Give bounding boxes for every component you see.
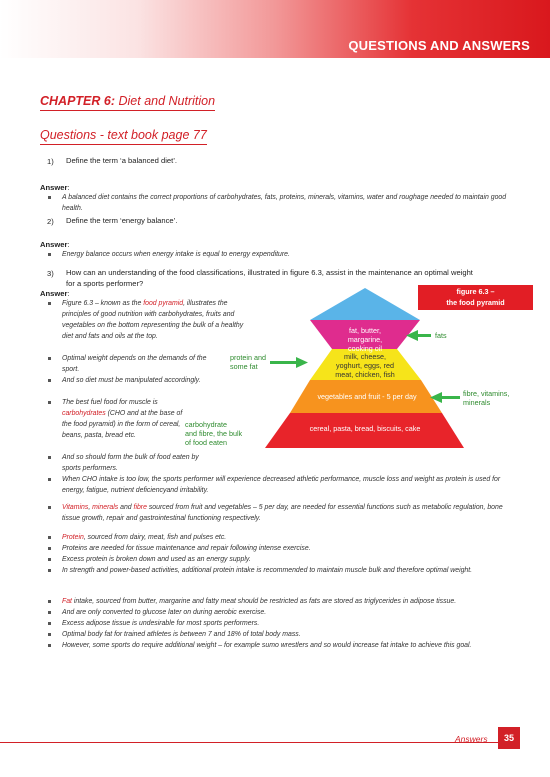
footer-rule: [0, 742, 498, 743]
tier-protein-label: milk, cheese, yoghurt, eggs, red meat, chicken, fish: [335, 352, 395, 379]
q3-bullet-8: Protein, sourced from dairy, meat, fish and pulses etc.: [62, 532, 517, 543]
q3-bullet-6: When CHO intake is too low, the sports performer will experience decreased athletic performance, muscle loss and weight as protein is used for energy, fatigue, nutrient deficiencyand irritability.: [62, 474, 517, 496]
q3-text: How can an understanding of the food classifications, illustrated in figure 6.3, assist in the maintenance an optimal weight for a sports performer?: [66, 268, 473, 288]
footer-label: Answers: [455, 734, 488, 744]
q3-answer-label: Answer:: [40, 289, 70, 298]
questions-heading: Questions - text book page 77: [40, 128, 207, 145]
banner-title: QUESTIONS AND ANSWERS: [348, 38, 530, 53]
q3-bullet-11: In strength and power-based activities, additional protein intake is recommended to maintain muscle bulk and therefore optimal weight.: [62, 565, 517, 576]
label-protein: protein and some fat: [230, 353, 266, 371]
q3-bullet-10: Excess protein is broken down and used as an energy supply.: [62, 554, 517, 565]
q3-number: 3): [47, 269, 54, 278]
q1-answer-label: Answer:: [40, 183, 70, 192]
chapter-name: Diet and Nutrition: [118, 94, 216, 108]
pyramid-top-tier: [310, 288, 420, 320]
q3-bullet-1: Figure 6.3 – known as the food pyramid, illustrates the principles of good nutrition with carbohydrates, fruits and vegetables on the bottom representing the bulk of a healthy diet and fats and oils at the top.: [62, 298, 247, 342]
q2-answer-text: Energy balance occurs when energy intake is equal to energy expenditure.: [62, 249, 517, 260]
q3-bullet-16: However, some sports do require additional weight – for example sumo wrestlers and so would increase fat intake to achieve this goal.: [62, 640, 517, 651]
figure-title: figure 6.3 – the food pyramid: [418, 285, 533, 310]
q3-bullet-7: Vitamins, minerals and fibre sourced from fruit and vegetables – 5 per day, are needed for essential functions such as metabolic regulation, bone tissue growth, repair and gastrointestinal functioning respectively.: [62, 502, 517, 524]
arrow-protein: [270, 357, 308, 368]
label-fats: fats: [435, 331, 447, 340]
label-fibre: fibre, vitamins, minerals: [463, 389, 510, 407]
q3-bullet-12: Fat intake, sourced from butter, margarine and fatty meat should be restricted as fats are stored as triglycerides in adipose tissue.: [62, 596, 532, 607]
q3-bullet-14: Excess adipose tissue is undesirable for most sports performers.: [62, 618, 517, 629]
tier-cereal-label: cereal, pasta, bread, biscuits, cake: [309, 424, 421, 433]
q2-text: Define the term ‘energy balance’.: [66, 216, 178, 225]
q3-bullet-3: And so diet must be manipulated accordingly.: [62, 375, 212, 386]
page-footer: [0, 727, 550, 749]
q1-answer-text: A balanced diet contains the correct proportions of carbohydrates, fats, proteins, minerals, vitamins, water and roughage needed to maintain good health.: [62, 192, 517, 214]
q3-bullet-2: Optimal weight depends on the demands of the sport.: [62, 353, 212, 375]
q3-bullet-9: Proteins are needed for tissue maintenance and repair following intense exercise.: [62, 543, 517, 554]
q1-text: Define the term ‘a balanced diet’.: [66, 156, 178, 165]
label-carbohydrate: carbohydrate and fibre, the bulk of food eaten: [185, 420, 243, 447]
q3-bullet-4: The best fuel food for muscle is carbohydrates (CHO and at the base of the food pyramid) in the form of cereal, beans, pasta, bread etc.: [62, 399, 183, 439]
q3-bullet-13: And are only converted to glucose later on during aerobic exercise.: [62, 607, 517, 618]
q1-number: 1): [47, 157, 54, 166]
q3-bullet-15: Optimal body fat for trained athletes is between 7 and 18% of total body mass.: [62, 629, 517, 640]
q3-bullet-5: And so should form the bulk of food eaten by sports performers.: [62, 452, 212, 474]
page-number: 35: [498, 727, 520, 749]
q2-number: 2): [47, 217, 54, 226]
tier-fruit-label: vegetables and fruit - 5 per day: [317, 392, 417, 401]
tier-fats-label: fat, butter, margarine, cooking oil: [347, 326, 383, 353]
chapter-prefix: CHAPTER 6:: [40, 94, 116, 108]
q2-answer-label: Answer:: [40, 240, 70, 249]
